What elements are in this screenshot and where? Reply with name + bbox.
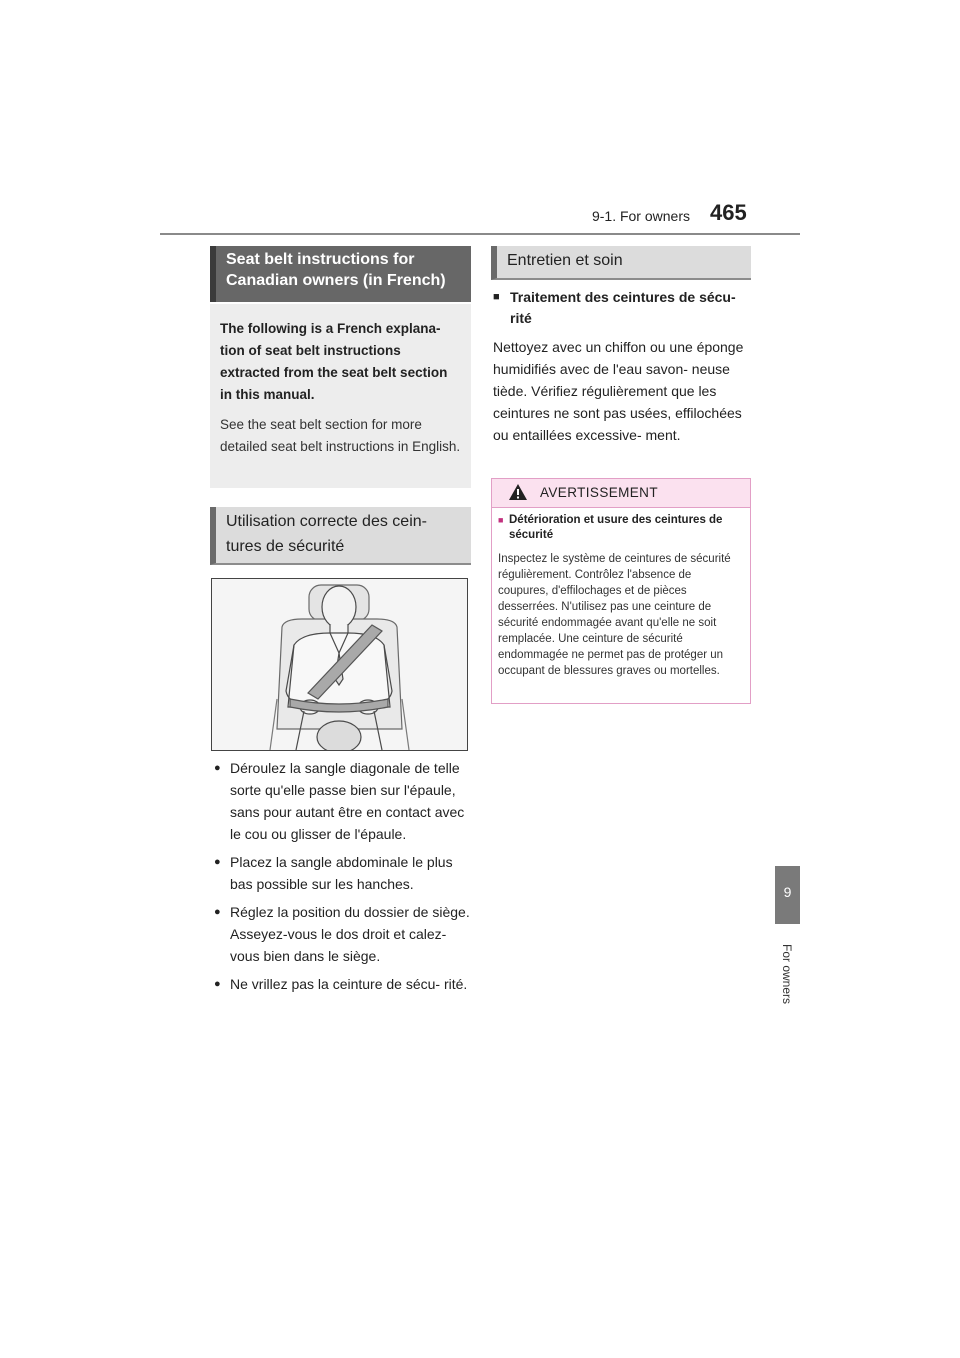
list-item	[212, 851, 470, 895]
warning-subheading-text: Détérioration et usure des ceintures de sécurité	[509, 514, 723, 541]
square-bullet-icon: ■	[493, 291, 500, 303]
bullet-dot-icon: ●	[214, 978, 221, 990]
chapter-label	[779, 934, 795, 1014]
chapter-label-text: For owners	[780, 943, 794, 1005]
warning-subheading	[498, 513, 744, 543]
warning-header	[492, 479, 750, 508]
warning-triangle-icon	[508, 483, 528, 501]
instruction-bullets	[212, 757, 470, 1001]
square-bullet-icon: ■	[498, 515, 504, 525]
section-heading-entretien	[491, 246, 751, 280]
intro-note-bold: The following is a French explana- tion of seat belt instructions extracted from the seat belt section in this manual.	[220, 321, 448, 402]
section-title: 9-1. For owners	[591, 208, 690, 224]
intro-note-box	[210, 304, 471, 488]
intro-note-text: See the seat belt section for more detailed seat belt instructions in English.	[220, 417, 461, 454]
subheading-traitement-text: Traitement des ceintures de sécu- rité	[510, 289, 736, 326]
bullet-text: Réglez la position du dossier de siège. Asseyez-vous le dos droit et calez-vous bien dans le siège.	[230, 904, 470, 964]
header-rule	[160, 233, 800, 235]
page-number: 465	[710, 200, 747, 225]
warning-title: AVERTISSEMENT	[540, 485, 658, 500]
bullet-text: Ne vrillez pas la ceinture de sécu- rité.	[230, 976, 468, 992]
subheading-utilisation	[210, 507, 471, 565]
cleaning-paragraph: Nettoyez avec un chiffon ou une éponge humidifiés avec de l'eau savon- neuse tiède. Vérifiez régulièrement que les ceintures ne sont pas usées, effilochées ou entaillées excessive- ment.	[493, 339, 744, 443]
warning-box	[491, 478, 751, 704]
subheading-utilisation-text: Utilisation correcte des cein- tures de sécurité	[226, 513, 427, 555]
seated-person-seatbelt-illustration-icon	[212, 579, 467, 750]
section-heading-canadian	[210, 246, 471, 302]
chapter-number: 9	[783, 884, 792, 900]
chapter-tab	[775, 866, 800, 924]
list-item	[212, 757, 470, 845]
list-item	[212, 901, 470, 967]
seatbelt-illustration	[211, 578, 468, 751]
list-item	[212, 973, 470, 995]
bullet-text: Déroulez la sangle diagonale de telle sorte qu'elle passe bien sur l'épaule, sans pour autant être en contact avec le cou ou glisser de l'épaule.	[230, 760, 465, 842]
warning-body: Inspectez le système de ceintures de sécurité régulièrement. Contrôlez l'absence de coupures, d'effilochages et de pièces desserrées. N'utilisez pas une ceinture de sécurité endommagée avant qu'elle ne soit remplacée. Une ceinture de sécurité endommagée ne permet pas de protéger un occupant de blessures graves ou mortelles.	[498, 553, 731, 677]
section-heading-entretien-text: Entretien et soin	[507, 252, 623, 269]
bullet-dot-icon: ●	[214, 762, 221, 774]
bullet-dot-icon: ●	[214, 856, 221, 868]
bullet-text: Placez la sangle abdominale le plus bas possible sur les hanches.	[230, 854, 453, 892]
section-heading-text: Seat belt instructions for Canadian owners (in French)	[226, 251, 446, 289]
subheading-traitement	[493, 287, 753, 329]
bullet-dot-icon: ●	[214, 906, 221, 918]
